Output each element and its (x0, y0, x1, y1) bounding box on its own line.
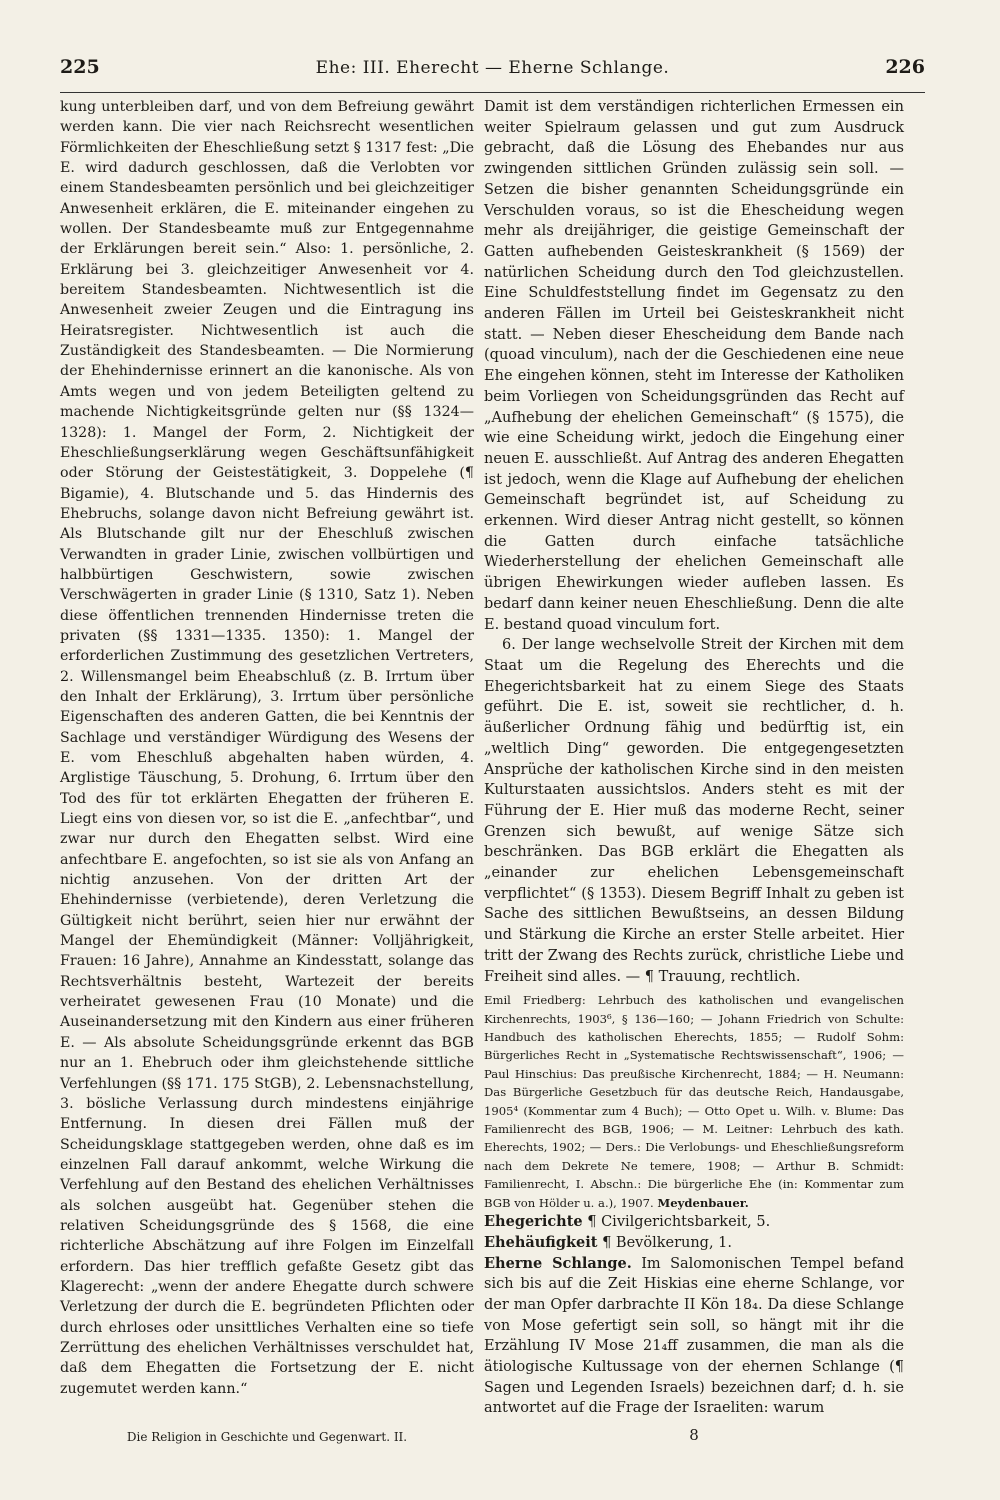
entry-eherne-schlange (484, 1254, 904, 1420)
entry-ehegerichte (484, 1212, 904, 1233)
entry-ehehaeufigkeit (484, 1233, 904, 1254)
bibliography-text: Emil Friedberg: Lehrbuch des katholischen und evangelischen Kirchenrechts, 1903⁶, § 136—160; — Johann Friedrich von Schulte: Handbuch des katholischen Eherechts, 1855; — Rudolf Sohm: Bürgerliches Recht in „Systematische Rechtswissenschaft“, 1906; — Paul Hinschius: Das preußische Kirchenrecht, 1884; — H. Neumann: Das Bürgerliche Gesetzbuch für das deutsche Reich, Handausgabe, 1905⁴ (Kommentar zum 4 Buch); — Otto Opet u. Wilh. v. Blume: Das Familienrecht des BGB, 1906; — M. Leitner: Lehrbuch des kath. Eherechts, 1902; — Ders.: Die Verlobungs- und Eheschließungsreform nach dem Dekrete Ne temere, 1908; — Arthur B. Schmidt: Familienrecht, I. Abschn.: Die bürgerliche Ehe (in: Kommentar zum BGB von Hölder u. a.), 1907. (484, 993, 904, 1210)
article-author: Meydenbauer. (657, 1195, 749, 1210)
paragraph-1: Damit ist dem verständigen richterlichen Ermessen ein weiter Spielraum gelassen und gut zum Ausdruck gebracht, daß die Lösung des Ehebandes nur aus zwingenden sittlichen Gründen zulässig sein soll. — Setzen die bisher genannten Scheidungsgründe ein Verschulden voraus, so ist die Ehescheidung wegen mehr als dreijähriger, die geistige Gemeinschaft der Gatten aufhebenden Geisteskrankheit (§ 1569) der natürlichen Scheidung durch den Tod gleichzustellen. Eine Schuldfeststellung findet im Gegensatz zu den anderen Fällen im Urteil bei Geisteskrankheit nicht statt. — Neben dieser Ehescheidung dem Bande nach (quoad vinculum), nach der die Geschiedenen eine neue Ehe eingehen können, steht im Interesse der Katholiken beim Vorliegen von Scheidungsgründen das Recht auf „Aufhebung der ehelichen Gemeinschaft“ (§ 1575), die wie eine Scheidung wirkt, jedoch die Eingehung einer neuen E. ausschließt. Auf Antrag des anderen Ehegatten ist jedoch, wenn die Klage auf Aufhebung der ehelichen Gemeinschaft begründet ist, auf Scheidung zu erkennen. Wird dieser Antrag nicht gestellt, so können die Gatten durch einfache tatsächliche Wiederherstellung der ehelichen Gemeinschaft alle übrigen Ehewirkungen wieder aufleben lassen. Es bedarf dann keiner neuen Eheschließung. Denn die alte E. bestand quoad vinculum fort. (484, 99, 904, 633)
paragraph-2: 6. Der lange wechselvolle Streit der Kirchen mit dem Staat um die Regelung des Eherechts und die Ehegerichtsbarkeit hat zu einem Siege des Staats geführt. Die E. ist, soweit sie rechtlicher, d. h. äußerlicher Ordnung fähig und bedürftig ist, ein „weltlich Ding“ geworden. Die entgegengesetzten Ansprüche der katholischen Kirche sind in den meisten Kulturstaaten aussichtslos. Anders steht es mit der Führung der E. Hier muß das moderne Recht, seiner Grenzen sich bewußt, auf wenige Sätze sich beschränken. Das BGB erklärt die Ehegatten als „einander zur ehelichen Lebensgemeinschaft verpflichtet“ (§ 1353). Diesem Begriff Inhalt zu geben ist Sache des sittlichen Bewußtseins, an dessen Bildung und Stärkung die Kirche an erster Stelle arbeitet. Hier tritt der Zwang des Rechts zurück, christliche Liebe und Freiheit sind alles. — ¶ Trauung, rechtlich. (484, 637, 904, 985)
left-column (60, 97, 474, 1399)
footer-text: Die Religion in Geschichte und Gegenwart. II. (126, 1430, 408, 1444)
running-header (60, 56, 925, 90)
bibliography (484, 991, 904, 1212)
entry-eherne-schlange-text: Im Salomonischen Tempel befand sich bis auf die Zeit Hiskias eine eherne Schlange, vor der man Opfer darbrachte II Kön 18₄. Da diese Schlange von Mose gefertigt sein soll, so hängt mit ihr die Erzählung IV Mose 21₄ff zusammen, die man als die ätiologische Kultussage von der ehernen Schlange (¶ Sagen und Legenden Israels) bezeichnen darf; d. h. sie antwortet auf die Frage der Israeliten: warum (484, 1255, 905, 1417)
left-page-number: 225 (60, 56, 100, 78)
entry-ehehaeufigkeit-head: Ehehäufigkeit (484, 1233, 598, 1251)
entry-eherne-schlange-head: Eherne Schlange. (484, 1254, 632, 1272)
header-rule (60, 92, 925, 93)
right-column (484, 97, 904, 1419)
signature-mark: 8 (689, 1426, 699, 1444)
entry-ehehaeufigkeit-text: ¶ Bevölkerung, 1. (602, 1234, 733, 1251)
running-title: Ehe: III. Eherecht — Eherne Schlange. (315, 58, 670, 78)
left-column-text: kung unterbleiben darf, und von dem Befreiung gewährt werden kann. Die vier nach Reichsrecht wesentlichen Förmlichkeiten der Eheschließung setzt § 1317 fest: „Die E. wird dadurch geschlossen, daß die Verlobten vor einem Standesbeamten persönlich und bei gleichzeitiger Anwesenheit erklären, die E. miteinander eingehen zu wollen. Der Standesbeamte muß zur Entgegennahme der Erklärungen bereit sein.“ Also: 1. persönliche, 2. Erklärung bei 3. gleichzeitiger Anwesenheit vor 4. bereitem Standesbeamten. Nichtwesentlich ist die Anwesenheit zweier Zeugen und die Eintragung ins Heiratsregister. Nichtwesentlich ist auch die Zuständigkeit des Standesbeamten. — Die Normierung der Ehehindernisse erinnert an die kanonische. Als von Amts wegen und von jedem Beteiligten geltend zu machende Nichtigkeitsgründe gelten nur (§§ 1324—1328): 1. Mangel der Form, 2. Nichtigkeit der Eheschließungserklärung wegen Geschäftsunfähigkeit oder Störung der Geistestätigkeit, 3. Doppelehe (¶ Bigamie), 4. Blutschande und 5. das Hindernis des Ehebruchs, solange davon nicht Befreiung gewährt ist. Als Blutschande gilt nur der Eheschluß zwischen Verwandten in grader Linie, zwischen vollbürtigen und halbbürtigen Geschwistern, sowie zwischen Verschwägerten in grader Linie (§ 1310, Satz 1). Neben diese öffentlichen trennenden Hindernisse treten die privaten (§§ 1331—1335. 1350): 1. Mangel der erforderlichen Zustimmung des gesetzlichen Vertreters, 2. Willensmangel beim Eheabschluß (z. B. Irrtum über den Inhalt der Erklärung), 3. Irrtum über persönliche Eigenschaften des anderen Gatten, die bei Kenntnis der Sachlage und verständiger Würdigung des Wesens der E. vom Eheschluß abgehalten haben würden, 4. Arglistige Täuschung, 5. Drohung, 6. Irrtum über den Tod des für tot erklärten Ehegatten der früheren E. Liegt eins von diesen vor, so ist die E. „anfechtbar“, und zwar nur durch den Ehegatten selbst. Wird eine anfechtbare E. angefochten, so ist sie als von Anfang an nichtig anzusehen. Von der dritten Art der Ehehindernisse (verbietende), deren Verletzung die Gültigkeit nicht berührt, seien hier nur erwähnt der Mangel der Ehemündigkeit (Männer: Volljährigkeit, Frauen: 16 Jahre), Annahme an Kindesstatt, solange das Rechtsverhältnis besteht, Wartezeit der bereits verheiratet gewesenen Frau (10 Monate) und die Auseinandersetzung mit den Kindern aus einer früheren E. — Als absolute Scheidungsgründe erkennt das BGB nur an 1. Ehebruch oder ihm gleichstehende sittliche Verfehlungen (§§ 171. 175 StGB), 2. Lebensnachstellung, 3. bösliche Verlassung durch mindestens einjährige Entfernung. In diesen drei Fällen muß der Scheidungsklage stattgegeben werden, ohne daß es im einzelnen Fall darauf ankommt, welche Wirkung die Verfehlung auf den Bestand des ehelichen Verhältnisses als solchen ausgeübt hat. Gegenüber stehen die relativen Scheidungsgründe des § 1568, die eine richterliche Abschätzung auf ihre Folgen im Einzelfall erfordern. Das hier trefflich gefaßte Gesetz gibt das Klagerecht: „wenn der andere Ehegatte durch schwere Verletzung der durch die E. begründeten Pflichten oder durch ehrloses oder unsittliches Verhalten eine so tiefe Zerrüttung des ehelichen Verhältnisses verschuldet hat, daß dem Ehegatten die Fortsetzung der E. nicht zugemutet werden kann.“ (60, 99, 474, 1397)
right-page-number: 226 (885, 56, 925, 78)
entry-ehegerichte-head: Ehegerichte (484, 1213, 583, 1231)
entry-ehegerichte-text: ¶ Civilgerichtsbarkeit, 5. (587, 1214, 771, 1231)
